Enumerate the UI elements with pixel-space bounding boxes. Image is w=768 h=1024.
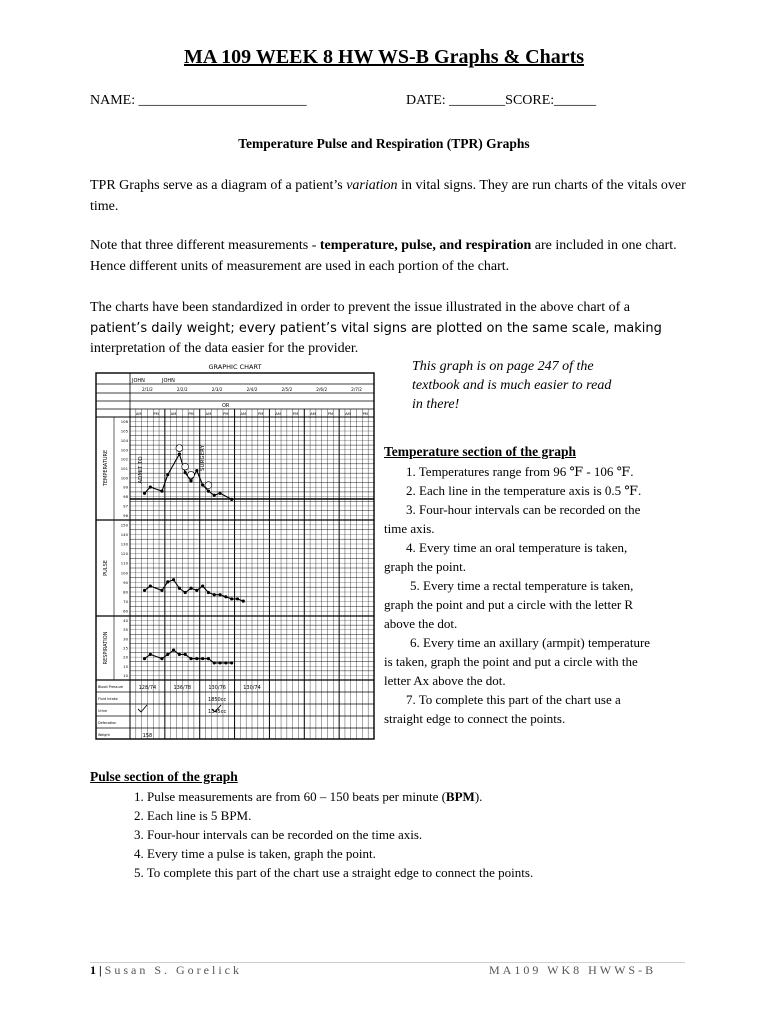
resp-data-point [166,653,169,656]
resp-data-point [172,649,175,652]
fluid-intake-value: 1345cc [208,709,227,715]
hour-label: PM [258,412,264,416]
temp-tick-label: 106 [120,419,128,425]
temp-route-marker [182,463,189,470]
temp-data-point [195,469,198,472]
resp-data-point [160,657,163,660]
temp-route-marker [176,445,183,452]
temp-tick-label: 99 [123,484,128,490]
blood-pressure-value: 130/74 [243,685,261,691]
temp-data-point [184,471,187,474]
pulse-tick-label: 100 [120,570,128,576]
pulse-data-point [230,597,233,600]
resp-data-point [149,653,152,656]
bottom-row-label: Urine [98,709,108,713]
bottom-row-label: Blood Pressure [98,685,124,689]
pulse-section-list: 1. Pulse measurements are from 60 – 150 beats per minute (BPM). 2. Each line is 5 BPM. 3. Four-hour intervals can be recorded on the time axis. 4. Every time a pulse is taken, graph the point. 5. To complete this part of the chart use a straight edge to connect the points. [134,789,534,880]
resp-data-point [201,657,204,660]
blood-pressure-value: 136/78 [173,685,192,691]
surgery-annotation: SURGERY [200,445,206,471]
pulse-tick-label: 90 [123,579,128,585]
temp-data-point [189,479,192,482]
pulse-data-point [172,578,175,581]
temp-data-point [149,485,152,488]
section-title: Temperature Pulse and Respiration (TPR) Graphs [238,136,530,151]
pulse-data-point [178,587,181,590]
resp-data-point [230,661,233,664]
chart-ticks [121,419,129,678]
temperature-section-label: TEMPERATURE [103,449,109,487]
hour-label: AM [345,412,351,416]
resp-data-point [224,661,227,664]
temp-data-point [143,492,146,495]
textbook-note: This graph is on page 247 of the textbook and is much easier to read in there! [412,359,612,412]
temperature-section-list: 1. Temperatures range from 96 ℉ - 106 ℉. 2. Each line in the temperature axis is 0.5 ℉. 3. Four-hour intervals can be recorded on the time axis. 4. Every time an oral temperature is taken, graph the point. 5. Every time a rectal temperature is taken, graph the point and put a circle with the letter R above the dot. 6. Every time an axillary (armpit) temperature is taken, graph the point and put a circle with the letter Ax above the dot. 7. To complete this part of the chart use a straight edge to connect the points. [384,464,651,726]
urine-check-mark [138,705,147,712]
resp-tick-label: 15 [123,663,128,669]
hour-label: PM [153,412,159,416]
pulse-tick-label: 80 [123,589,128,595]
hour-label: PM [292,412,299,416]
footer-left: 1|Susan S. Gorelick [90,963,242,977]
temp-data-point [201,483,204,486]
temp-data-point [218,492,221,495]
temp-tick-label: 100 [120,475,128,481]
temp-tick-label: 101 [120,466,128,471]
date-score-field[interactable]: DATE: ________SCORE:______ [406,93,597,108]
temp-data-point [230,498,233,501]
resp-tick-label: 25 [123,645,128,651]
temp-tick-label: 102 [120,456,128,462]
admit-annotation: ADMIT TO [138,456,144,484]
temp-tick-label: 103 [120,447,128,453]
date-label: 2/5/2 [281,387,293,392]
date-label: 2/2/2 [176,387,188,392]
footer-course: MA109 WK8 HWWS-B [489,963,657,977]
pulse-data-point [201,585,204,588]
hour-label: AM [205,412,212,416]
bottom-row-label: Defecation [98,721,117,725]
pulse-tick-label: 60 [123,608,128,614]
bottom-row-label: Weight [98,733,110,737]
chart-bottom-labels [98,685,123,737]
hour-label: AM [240,412,247,416]
chart-or-label: OR [222,403,230,409]
pulse-data-point [207,591,210,594]
temp-data-point [166,473,169,476]
pulse-data-point [160,589,163,592]
hour-label: AM [275,412,281,416]
bottom-row-label: Fluid Intake [98,697,118,701]
intro-paragraph-2: Note that three different measurements - temperature, pulse, and respiration are included in one chart. Hence different units of measurement are used in each portion of the chart. [90,238,677,274]
pulse-tick-label: 130 [120,541,128,547]
name-field[interactable]: NAME: ________________________ [90,93,307,108]
pulse-data-point [184,591,187,594]
chart-date-row [142,387,362,392]
chart-physician-name: JOHN [162,378,175,384]
date-label: 2/4/2 [246,387,258,392]
temperature-section-heading: Temperature section of the graph [384,444,576,459]
resp-data-point [178,653,181,656]
hour-label: AM [135,412,142,416]
hour-label: AM [310,412,316,416]
hour-label: PM [327,412,334,416]
temp-tick-label: 104 [120,437,128,443]
pulse-tick-label: 150 [120,522,128,528]
tpr-graphic-chart [94,360,376,742]
resp-data-point [207,657,210,660]
resp-data-point [218,661,221,664]
resp-data-point [189,657,192,660]
chart-patient-name: JOHN [132,378,145,384]
temp-tick-label: 105 [120,428,128,434]
hour-label: AM [170,412,177,416]
resp-tick-label: 40 [123,618,128,624]
temp-data-point [160,490,163,493]
pulse-tick-label: 110 [120,560,128,566]
hour-label: PM [188,412,194,416]
pulse-data-point [218,593,221,596]
resp-tick-label: 35 [123,627,128,633]
pulse-data-point [189,587,192,590]
intro-paragraph-3: The charts have been standardized in order to prevent the issue illustrated in the above chart of a patient’s daily weight; every patient’s vital signs are plotted on the same scale, making interpretation of the data easier for the provider. [90,300,662,356]
date-label: 2/7/2 [351,387,362,392]
resp-tick-label: 20 [123,654,128,660]
blood-pressure-value: 130/76 [208,685,226,691]
hour-label: PM [223,412,229,416]
resp-tick-label: 10 [123,672,128,678]
temp-route-marker [205,482,212,489]
pulse-data-point [224,595,227,598]
temp-data-point [178,452,181,455]
blood-pressure-value: 128/74 [138,685,157,691]
resp-data-point [143,657,146,660]
temp-data-point [213,494,216,497]
intro-paragraph-1: TPR Graphs serve as a diagram of a patient’s variation in vital signs. They are run charts of the vitals over time. [90,178,686,214]
pulse-tick-label: 120 [120,551,128,557]
date-label: 2/6/2 [316,387,328,392]
pulse-data-point [236,597,239,600]
hour-label: PM [362,412,368,416]
pulse-data-point [149,585,152,588]
temp-tick-label: 98 [123,494,128,500]
temp-route-marker [188,471,195,478]
chart-title: GRAPHIC CHART [208,363,262,371]
pulse-data-point [166,580,169,583]
page-title: MA 109 WEEK 8 HW WS-B Graphs & Charts [183,46,585,68]
temp-data-point [207,490,210,493]
pulse-data-point [213,593,216,596]
pulse-tick-label: 140 [120,531,128,537]
pulse-data-point [143,589,146,592]
temp-tick-label: 96 [123,512,128,518]
date-label: 2/3/2 [211,387,223,392]
pulse-tick-label: 70 [123,599,128,605]
fluid-intake-value: 1850cc [208,697,227,703]
temp-tick-label: 97 [123,503,128,509]
pulse-section-heading: Pulse section of the graph [90,769,238,784]
pulse-data-point [242,599,245,602]
pulse-data-point [195,589,198,592]
pulse-section-label: PULSE [103,560,109,576]
resp-data-point [184,653,187,656]
weight-value: 158 [142,733,153,739]
resp-tick-label: 30 [123,636,128,642]
resp-data-point [213,661,216,664]
resp-data-point [195,657,198,660]
date-label: 2/1/2 [142,387,153,392]
respiration-section-label: RESPIRATION [103,631,109,665]
